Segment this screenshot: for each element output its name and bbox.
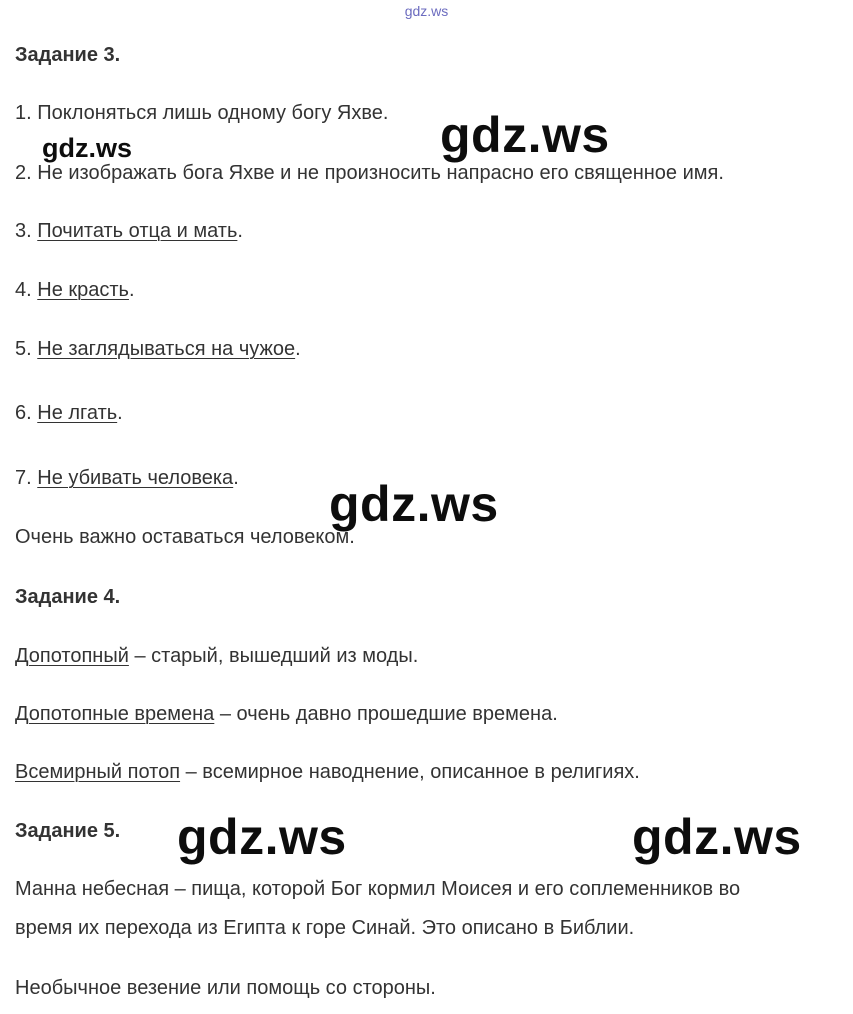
item-text: Не лгать — [37, 402, 118, 424]
definition-text: – очень давно прошедшие времена. — [214, 703, 558, 725]
item-number: 1. — [15, 102, 32, 124]
site-tag: gdz.ws — [404, 3, 449, 19]
item-number: 2. — [15, 162, 32, 184]
definition-item — [15, 703, 558, 726]
watermark-logo: gdz.ws — [177, 809, 347, 865]
item-end: . — [295, 338, 301, 360]
list-item — [15, 162, 724, 185]
item-end: . — [382, 102, 389, 124]
item-end: . — [718, 162, 724, 184]
definition-term: Допотопный — [15, 645, 129, 667]
item-end: . — [117, 402, 123, 424]
item-number: 3. — [15, 220, 32, 242]
item-number: 5. — [15, 338, 32, 360]
task3-conclusion: Очень важно оставаться человеком. — [15, 526, 355, 548]
item-end: . — [237, 220, 243, 242]
list-item — [15, 467, 239, 490]
list-item — [15, 102, 388, 125]
task3-heading: Задание 3. — [15, 44, 121, 66]
item-number: 6. — [15, 402, 32, 424]
definition-text: – старый, вышедший из моды. — [128, 645, 419, 667]
task5-paragraph-line: время их перехода из Египта к горе Синай. Это описано в Библии. — [15, 917, 635, 939]
list-item — [15, 338, 301, 361]
definition-item — [15, 645, 418, 668]
task4-heading: Задание 4. — [15, 586, 121, 608]
item-text: Почитать отца и мать — [37, 220, 238, 242]
definition-term: Всемирный потоп — [15, 761, 181, 783]
list-item — [15, 220, 243, 243]
item-text: Не изображать бога Яхве и не произносить напрасно его священное имя — [37, 162, 719, 184]
task5-heading: Задание 5. — [15, 820, 121, 842]
watermark-logo: gdz.ws — [632, 809, 802, 865]
item-text: Поклоняться лишь одному богу Яхве — [37, 102, 383, 124]
item-end: . — [128, 279, 135, 301]
task5-paragraph: Необычное везение или помощь со стороны. — [15, 977, 436, 999]
item-end: . — [233, 467, 239, 489]
task5-paragraph-line: Манна небесная – пища, которой Бог кормил Моисея и его соплеменников во — [15, 878, 741, 900]
list-item — [15, 279, 135, 302]
item-number: 7. — [15, 467, 32, 489]
watermark-logo: gdz.ws — [42, 133, 133, 163]
item-number: 4. — [15, 279, 32, 301]
list-item — [15, 402, 123, 425]
item-text: Не заглядываться на чужое — [37, 338, 296, 360]
item-text: Не красть — [37, 279, 129, 301]
watermark-logo: gdz.ws — [329, 476, 499, 532]
item-text: Не убивать человека — [37, 467, 234, 489]
watermark-logo: gdz.ws — [440, 107, 610, 163]
definition-term: Допотопные времена — [15, 703, 215, 725]
definition-item — [15, 761, 640, 784]
definition-text: – всемирное наводнение, описанное в религиях. — [180, 761, 640, 783]
